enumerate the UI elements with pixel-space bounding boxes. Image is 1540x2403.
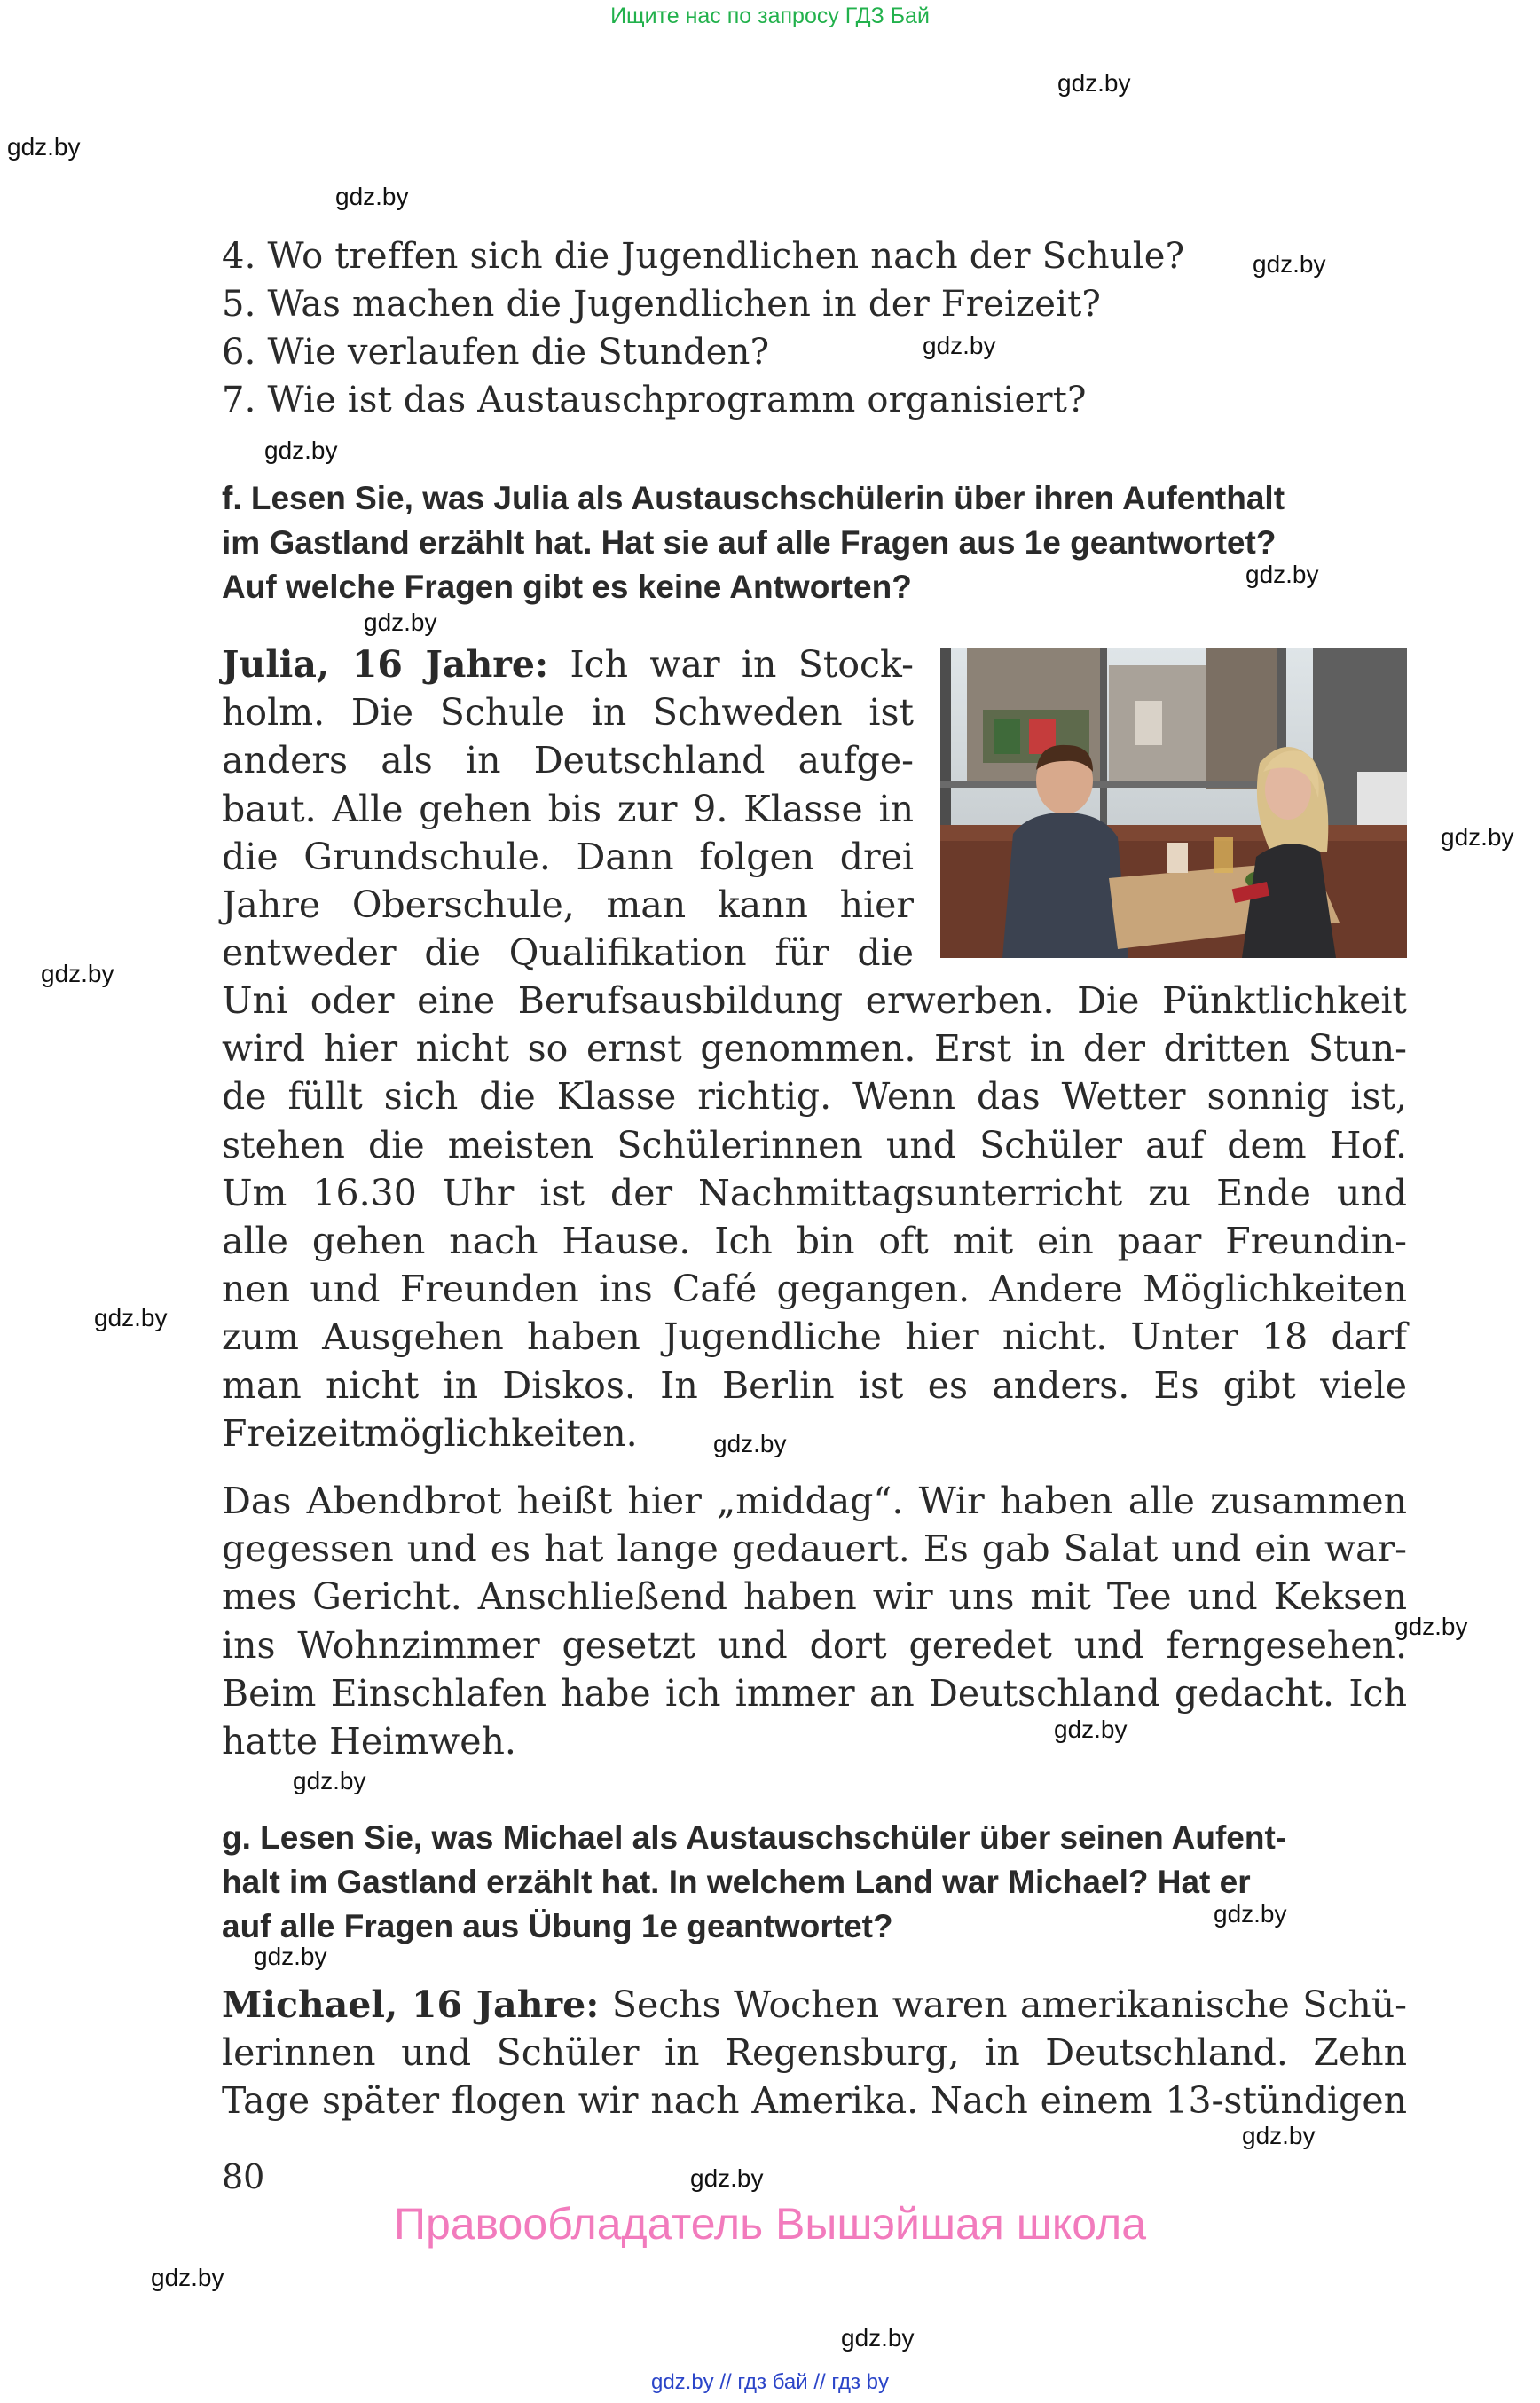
text-span: Ich war in Stock- bbox=[548, 643, 914, 686]
text-line: Uni oder eine Berufsausbildung erwerben. Die Pünktlichkeit bbox=[222, 979, 1407, 1022]
watermark: gdz.by bbox=[1253, 250, 1326, 278]
watermark: gdz.by bbox=[1245, 561, 1319, 588]
watermark: gdz.by bbox=[293, 1767, 366, 1794]
text-line: hatte Heimweh. bbox=[222, 1720, 516, 1763]
text-line: man nicht in Diskos. In Berlin ist es anders. Es gibt viele bbox=[222, 1363, 1407, 1407]
text-line: stehen die meisten Schülerinnen und Schüler auf dem Hof. bbox=[222, 1123, 1407, 1166]
task-f-heading bbox=[222, 476, 1410, 609]
page-number: 80 bbox=[222, 2157, 265, 2196]
task-line: g. Lesen Sie, was Michael als Austauschschüler über seinen Aufent- bbox=[222, 1819, 1287, 1856]
speaker-name: Julia, 16 Jahre: bbox=[222, 643, 549, 686]
watermark: gdz.by bbox=[151, 2264, 224, 2291]
text-span: Sechs Wochen waren amerikanische Schü- bbox=[599, 1983, 1407, 2026]
watermark: gdz.by bbox=[254, 1943, 327, 1970]
watermark: gdz.by bbox=[94, 1304, 168, 1331]
watermark: gdz.by bbox=[41, 960, 114, 987]
text-line: Tage später flogen wir nach Amerika. Nach einem 13-stündigen bbox=[222, 2079, 1407, 2123]
task-line: Auf welche Fragen gibt es keine Antworten? bbox=[222, 569, 912, 605]
question-item: 5. Was machen die Jugendlichen in der Freizeit? bbox=[222, 284, 1102, 325]
text-line bbox=[222, 1981, 1407, 2029]
text-line: Freizeitmöglichkeiten. bbox=[222, 1411, 638, 1455]
watermark: gdz.by bbox=[1441, 823, 1514, 851]
watermark: gdz.by bbox=[713, 1430, 787, 1457]
text-line: alle gehen nach Hause. Ich bin oft mit ein paar Freundin- bbox=[222, 1220, 1407, 1263]
text-line: die Grundschule. Dann folgen drei bbox=[222, 835, 914, 878]
julia-paragraph-top bbox=[222, 640, 914, 977]
text-line: zum Ausgehen haben Jugendliche hier nicht. Unter 18 darf bbox=[222, 1315, 1407, 1359]
watermark: gdz.by bbox=[1054, 1716, 1128, 1743]
text-line: de füllt sich die Klasse richtig. Wenn das Wetter sonnig ist, bbox=[222, 1075, 1407, 1119]
task-line: halt im Gastland erzählt hat. In welchem Land war Michael? Hat er bbox=[222, 1864, 1251, 1900]
watermark: gdz.by bbox=[1214, 1900, 1287, 1928]
watermark: gdz.by bbox=[841, 2324, 915, 2352]
question-item: 4. Wo treffen sich die Jugendlichen nach der Schule? bbox=[222, 236, 1185, 277]
text-line: ins Wohnzimmer gesetzt und dort geredet und ferngesehen. bbox=[222, 1623, 1407, 1667]
watermark: gdz.by bbox=[1057, 69, 1131, 97]
question-item: 6. Wie verlaufen die Stunden? bbox=[222, 332, 770, 373]
top-banner[interactable]: Ищите нас по запросу ГДЗ Бай bbox=[610, 4, 930, 28]
watermark: gdz.by bbox=[923, 332, 996, 359]
cafe-photo bbox=[940, 648, 1407, 958]
text-line: baut. Alle gehen bis zur 9. Klasse in bbox=[222, 787, 914, 830]
text-line: nen und Freunden ins Café gegangen. Andere Möglichkeiten bbox=[222, 1268, 1407, 1311]
text-line: entweder die Qualifikation für die bbox=[222, 931, 914, 975]
text-line bbox=[222, 640, 914, 688]
julia-paragraph-bottom bbox=[222, 977, 1407, 1457]
text-line: Um 16.30 Uhr ist der Nachmittagsunterricht zu Ende und bbox=[222, 1171, 1407, 1214]
text-line: Jahre Oberschule, man kann hier bbox=[222, 883, 914, 927]
task-g-heading bbox=[222, 1816, 1410, 1949]
rights-notice: Правообладатель Вышэйшая школа bbox=[394, 2199, 1146, 2249]
text-line: lerinnen und Schüler in Regensburg, in Deutschland. Zehn bbox=[222, 2031, 1407, 2075]
michael-paragraph bbox=[222, 1981, 1407, 2125]
text-line: anders als in Deutschland aufge- bbox=[222, 739, 914, 782]
julia-paragraph-2 bbox=[222, 1477, 1407, 1765]
speaker-name: Michael, 16 Jahre: bbox=[222, 1983, 600, 2026]
footer-links[interactable]: gdz.by // гдз бай // гдз by bbox=[650, 2370, 890, 2394]
text-line: Das Abendbrot heißt hier „middag“. Wir haben alle zusammen bbox=[222, 1480, 1407, 1522]
watermark: gdz.by bbox=[335, 183, 409, 210]
task-line: auf alle Fragen aus Übung 1e geantwortet? bbox=[222, 1908, 893, 1944]
question-item: 7. Wie ist das Austauschprogramm organisiert? bbox=[222, 380, 1087, 420]
text-line: mes Gericht. Anschließend haben wir uns mit Tee und Keksen bbox=[222, 1575, 1407, 1619]
task-line: im Gastland erzählt hat. Hat sie auf alle Fragen aus 1e geantwortet? bbox=[222, 524, 1277, 561]
watermark: gdz.by bbox=[1242, 2122, 1316, 2149]
watermark: gdz.by bbox=[1395, 1613, 1468, 1640]
watermark: gdz.by bbox=[364, 609, 437, 636]
text-line: gegessen und es hat lange gedauert. Es gab Salat und ein war- bbox=[222, 1527, 1407, 1571]
text-line: Beim Einschlafen habe ich immer an Deutschland gedacht. Ich bbox=[222, 1671, 1407, 1715]
text-line: holm. Die Schule in Schweden ist bbox=[222, 691, 914, 734]
watermark: gdz.by bbox=[264, 436, 338, 464]
text-line: wird hier nicht so ernst genommen. Erst in der dritten Stun- bbox=[222, 1027, 1407, 1071]
task-line: f. Lesen Sie, was Julia als Austauschschülerin über ihren Aufenthalt bbox=[222, 480, 1285, 516]
watermark: gdz.by bbox=[7, 133, 81, 161]
watermark: gdz.by bbox=[690, 2164, 764, 2192]
cafe-photo-illustration bbox=[940, 648, 1407, 958]
